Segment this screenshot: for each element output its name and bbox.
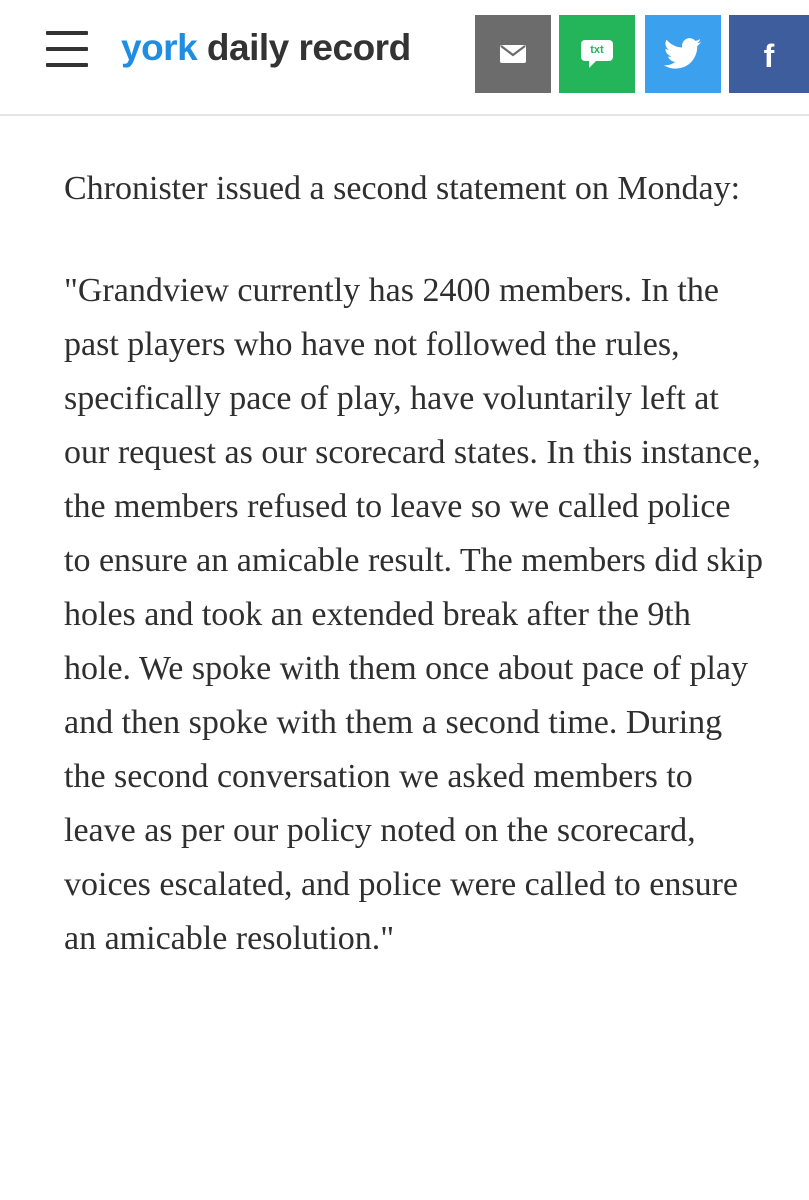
facebook-share-button[interactable]	[729, 15, 809, 93]
facebook-f-icon: f	[763, 38, 775, 74]
text-share-label: txt	[590, 44, 604, 56]
article-body	[64, 162, 764, 1014]
brand-york: york	[121, 27, 198, 68]
twitter-share-button[interactable]	[645, 15, 721, 93]
brand-daily-record: daily record	[197, 27, 411, 68]
article-paragraph: "Grandview currently has 2400 members. In the past players who have not followed the rules, specifically pace of play, have voluntarily left at our request as our scorecard states. In this instance, the members refused to leave so we called police to ensure an amicable result. The members did skip holes and took an extended break after the 9th hole. We spoke with them once about pace of play and then spoke with them a second time. During the second conversation we asked members to leave as per our policy noted on the scorecard, voices escalated, and police were called to ensure an amicable resolution."	[64, 272, 764, 957]
envelope-icon	[500, 45, 526, 63]
site-logo[interactable]	[121, 24, 411, 72]
site-header	[0, 0, 809, 116]
twitter-bird-icon	[664, 38, 702, 70]
article-paragraph: Chronister issued a second statement on Monday:	[64, 170, 741, 207]
email-share-button[interactable]	[475, 15, 551, 93]
text-share-button[interactable]	[559, 15, 635, 93]
menu-icon[interactable]	[46, 29, 88, 69]
